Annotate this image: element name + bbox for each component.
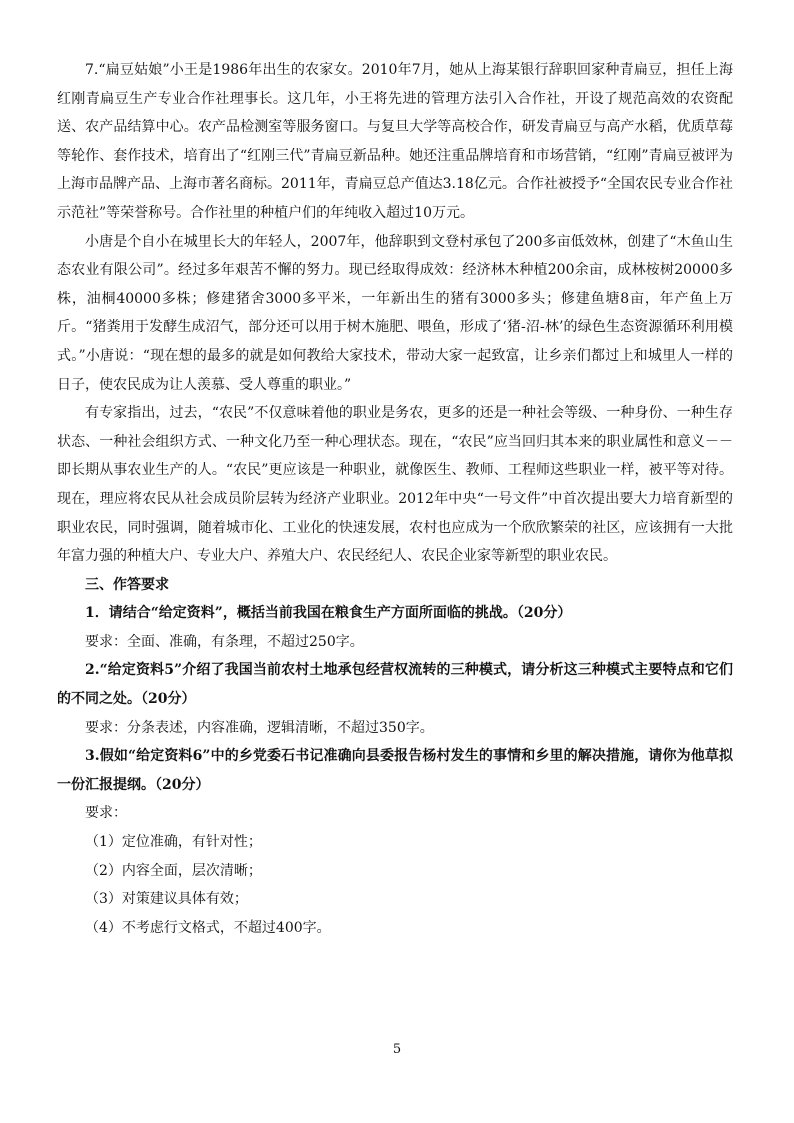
paragraph-bean-girl: 7.“扁豆姑娘”小王是1986年出生的农家女。2010年7月，她从上海某银行辞职回家种青扁豆，担任上海红刚青扁豆生产专业合作社理事长。这几年，小王将先进的管理方法引入合作社，开设了规范高效的农资配送、农产品结算中心。农产品检测室等服务窗口。与复旦大学等高校合作，研发青扁豆与高产水稻，优质草莓等轮作、套作技术，培育出了“红刚三代”青扁豆新品种。她还注重品牌培育和市场营销，“红刚”青扁豆被评为上海市品牌产品、上海市著名商标。2011年，青扁豆总产值达3.18亿元。合作社被授予“全国农民专业合作社示范社”等荣誉称号。合作社里的种植户们的年纯收入超过10万元。 <box>57 62 733 221</box>
document-body <box>57 56 733 942</box>
sub-requirement-1: （1）定位准确，有针对性； <box>85 834 262 851</box>
sub-requirement-4: （4）不考虑行文格式，不超过400字。 <box>85 919 331 936</box>
paragraph-expert-opinion: 有专家指出，过去，“农民”不仅意味着他的职业是务农，更多的还是一种社会等级、一种身份、一种生存状态、一种社会组织方式、一种文化乃至一种心理状态。现在，“农民”应当回归其本来的职业属性和意义－－即长期从事农业生产的人。“农民”更应该是一种职业，就像医生、教师、工程师这些职业一样，被平等对待。现在，理应将农民从社会成员阶层转为经济产业职业。2012年中央“一号文件”中首次提出要大力培育新型的职业农民，同时强调，随着城市化、工业化的快速发展，农村也应成为一个欣欣繁荣的社区，应该拥有一大批年富力强的种植大户、专业大户、养殖大户、农民经纪人、农民企业家等新型的职业农民。 <box>57 405 733 565</box>
paragraph-xiao-tang: 小唐是个自小在城里长大的年轻人，2007年，他辞职到文登村承包了200多亩低效林，创建了“木鱼山生态农业有限公司”。经过多年艰苦不懈的努力。现已经取得成效：经济林木种植200余亩，成林桉树20000多株，油桐40000多株；修建猪舍3000多平米，一年新出生的猪有3000多头；修建鱼塘8亩，年产鱼上万斤。“猪粪用于发酵生成沼气，部分还可以用于树木施肥、喂鱼，形成了‘猪-沼-林’的绿色生态资源循环利用模式。”小唐说：“现在想的最多的就是如何教给大家技术，带动大家一起致富，让乡亲们都过上和城里人一样的日子，使农民成为让人羡慕、受人尊重的职业。” <box>57 233 733 393</box>
sub-requirement-3: （3）对策建议具体有效； <box>85 891 248 908</box>
page-number: 5 <box>392 1042 402 1057</box>
question-2-requirement: 要求：分条表述，内容准确，逻辑清晰，不超过350字。 <box>85 719 434 736</box>
question-2-title: 2.“给定资料5”介绍了我国当前农村土地承包经营权流转的三种模式，请分析这三种模式主要特点和它们的不同之处。（20分） <box>57 662 733 708</box>
question-1-requirement: 要求：全面、准确，有条理，不超过250字。 <box>85 633 364 650</box>
question-3-title: 3.假如“给定资料6”中的乡党委石书记准确向县委报告杨村发生的事情和乡里的解决措施，请你为他草拟一份汇报提纲。（20分） <box>57 748 733 793</box>
section-heading: 三、作答要求 <box>85 576 169 593</box>
sub-requirement-2: （2）内容全面，层次清晰； <box>85 862 262 879</box>
question-1-title: 1．请结合“给定资料”，概括当前我国在粮食生产方面所面临的挑战。（20分） <box>85 605 572 622</box>
question-3-requirement: 要求： <box>85 805 127 822</box>
